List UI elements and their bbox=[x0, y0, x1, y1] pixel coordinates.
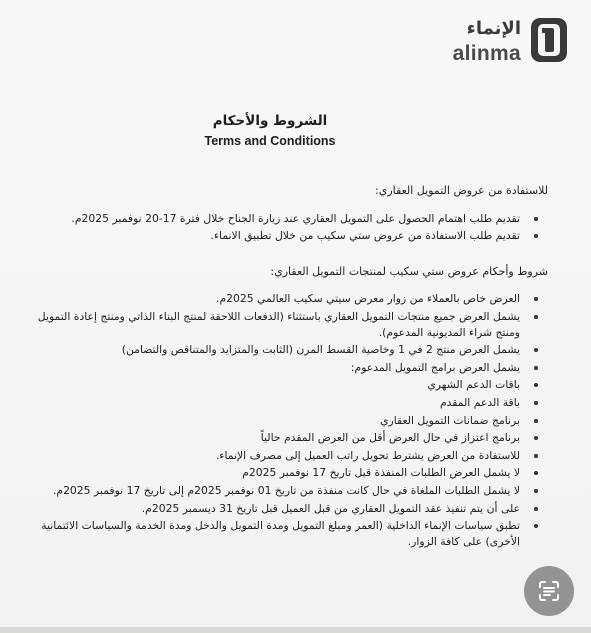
alinma-logo bbox=[439, 14, 569, 66]
list-item: لا يشمل العرض الطلبات المنفذة قبل تاريخ 17 نوفمبر 2025م bbox=[18, 465, 520, 481]
page-bottom-edge bbox=[0, 627, 591, 633]
section-heading: للاستفادة من عروض التمويل العقاري: bbox=[375, 184, 548, 197]
logo-arabic-text: الإنماء bbox=[466, 18, 521, 39]
bullet-list bbox=[18, 291, 548, 549]
section-heading: شروط وأحكام عروض ستي سكيب لمنتجات التمويل العقاري: bbox=[270, 264, 548, 278]
scan-text-button[interactable] bbox=[524, 566, 574, 616]
list-item: تقديم طلب اهتمام الحصول على التمويل العقاري عند زيارة الجناح خلال فترة 17-20 نوفمبر 2025م. bbox=[18, 211, 520, 227]
list-item: برنامج ضمانات التمويل العقاري bbox=[18, 413, 520, 429]
logo-english-text: alinma bbox=[452, 42, 521, 65]
scan-text-icon bbox=[537, 579, 561, 603]
bullet-list bbox=[18, 211, 548, 244]
alinma-logo-mark-icon bbox=[529, 16, 569, 64]
list-item: تقديم طلب الاستفادة من عروض ستي سكيب من خلال تطبيق الانماء. bbox=[18, 228, 520, 244]
list-item: باقة الدعم المقدم bbox=[18, 395, 520, 411]
list-item: على أن يتم تنفيذ عقد التمويل العقاري من قبل العميل قبل تاريخ 31 ديسمبر 2025م. bbox=[18, 501, 520, 517]
list-item: العرض خاص بالعملاء من زوار معرض سيتي سكيب العالمي 2025م. bbox=[18, 291, 520, 307]
list-item: باقات الدعم الشهري bbox=[18, 377, 520, 393]
page-title-arabic: الشروط والأحكام bbox=[212, 113, 328, 129]
list-item: يشمل العرض منتج 2 في 1 وخاصية القسط المرن (الثابت والمتزايد والمتناقص والتضامن) bbox=[18, 342, 520, 358]
list-item: برنامج اعتزاز في حال العرض أقل من العرض المقدم حالياً bbox=[18, 430, 520, 446]
terms-content bbox=[18, 183, 548, 551]
page-title-english: Terms and Conditions bbox=[204, 134, 336, 148]
list-item: يشمل العرض برامج التمويل المدعوم: bbox=[18, 360, 520, 376]
list-item: للاستفادة من العرض يشترط تحويل راتب العميل إلى مصرف الإنماء. bbox=[18, 448, 520, 464]
list-item: لا يشمل الطلبات الملغاة في حال كانت منفذة من تاريخ 01 نوفمبر 2025م إلى تاريخ 17 نوفمبر 2025م. bbox=[18, 483, 520, 499]
list-item: تطبق سياسات الإنماء الداخلية (العمر ومبلغ التمويل ومدة التمويل والدخل ومدة الخدمة والسياسات الائتمانية الأخرى) على كافة الزوار. bbox=[18, 518, 520, 549]
list-item: يشمل العرض جميع منتجات التمويل العقاري باستثناء (الدفعات اللاحقة لمنتج البناء الذاتي ومنتج إعادة التمويل ومنتج شراء المديونية المدعوم). bbox=[18, 309, 520, 340]
